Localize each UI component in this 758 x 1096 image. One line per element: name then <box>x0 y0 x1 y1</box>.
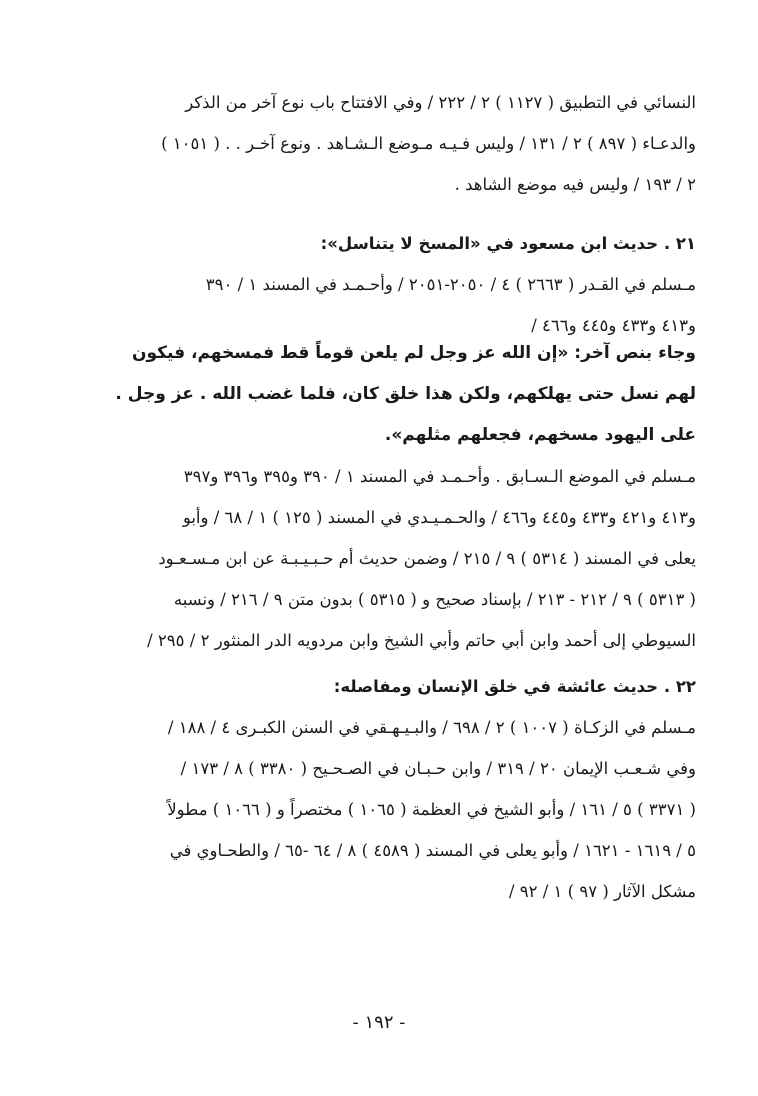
page-number: - ١٩٢ - <box>352 1012 406 1033</box>
text-line: والدعـاء ( ٨٩٧ ) ٢ / ١٣١ / وليس فـيـه مـوضع الـشـاهد . ونوع آخـر . . ( ١٠٥١ ) <box>161 134 696 153</box>
hadith-21-section <box>70 223 696 346</box>
hadith-21-text <box>70 333 696 456</box>
text-line: ٢ / ١٩٣ / وليس فيه موضع الشاهد . <box>454 175 696 194</box>
reference-line: مشكل الآثار ( ٩٧ ) ١ / ٩٢ / <box>508 882 696 901</box>
hadith-text-line: وجاء بنص آخر: «إن الله عز وجل لم يلعن قوماً قط فمسخهم، فيكون <box>131 343 696 363</box>
reference-line: و٤١٣ و٤٣٣ و٤٤٥ و٤٦٦ / <box>531 316 696 335</box>
text-line: النسائي في التطبيق ( ١١٢٧ ) ٢ / ٢٢٢ / وفي الافتتاح باب نوع آخر من الذكر <box>185 93 696 112</box>
hadith-21-sources <box>70 456 696 661</box>
reference-line: و٤١٣ و٤٢١ و٤٣٣ و٤٤٥ و٤٦٦ / والحـمـيـدي في المسند ( ١٢٥ ) ١ / ٦٨ / وأبو <box>182 508 696 527</box>
reference-line: مـسلم في الموضع الـسـابق . وأحـمـد في المسند ١ / ٣٩٠ و٣٩٥ و٣٩٦ و٣٩٧ <box>183 467 696 486</box>
reference-line: وفي شـعـب الإيمان ٢٠ / ٣١٩ / وابن حـبـان في الصـحـيح ( ٣٣٨٠ ) ٨ / ١٧٣ / <box>180 759 696 778</box>
reference-line: السيوطي إلى أحمد وابن أبي حاتم وأبي الشيخ وابن مردويه الدر المنثور ٢ / ٢٩٥ / <box>147 631 696 650</box>
hadith-text-line: لهم نسل حتى يهلكهم، ولكن هذا خلق كان، فلما غضب الله . عز وجل . <box>115 384 696 404</box>
reference-line: ( ٥٣١٣ ) ٩ / ٢١٢ - ٢١٣ / بإسناد صحيح و ( ٥٣١٥ ) بدون متن ٩ / ٢١٦ / ونسبه <box>173 590 696 609</box>
reference-line: ٥ / ١٦١٩ - ١٦٢١ / وأبو يعلى في المسند ( ٤٥٨٩ ) ٨ / ٦٤ -٦٥ / والطحـاوي في <box>169 841 696 860</box>
reference-line: مـسلم في الزكـاة ( ١٠٠٧ ) ٢ / ٦٩٨ / والبـيـهـقي في السنن الكبـرى ٤ / ١٨٨ / <box>167 718 696 737</box>
continued-references <box>70 82 696 205</box>
section-heading: ٢١ . حديث ابن مسعود في «المسخ لا يتناسل»: <box>320 234 696 253</box>
section-heading: ٢٢ . حديث عائشة في خلق الإنسان ومفاصله: <box>333 677 696 696</box>
reference-line: يعلى في المسند ( ٥٣١٤ ) ٩ / ٢١٥ / وضمن حديث أم حـبـيـبـة عن ابن مـسـعـود <box>158 549 696 568</box>
hadith-text-line: على اليهود مسخهم، فجعلهم مثلهم». <box>384 425 696 445</box>
hadith-22-section <box>70 666 696 912</box>
reference-line: ( ٣٣٧١ ) ٥ / ١٦١ / وأبو الشيخ في العظمة ( ١٠٦٥ ) مختصراً و ( ١٠٦٦ ) مطولاً <box>167 800 696 819</box>
reference-line: مـسلم في القـدر ( ٢٦٦٣ ) ٤ / ٢٠٥٠-٢٠٥١ / وأحـمـد في المسند ١ / ٣٩٠ <box>205 275 696 294</box>
